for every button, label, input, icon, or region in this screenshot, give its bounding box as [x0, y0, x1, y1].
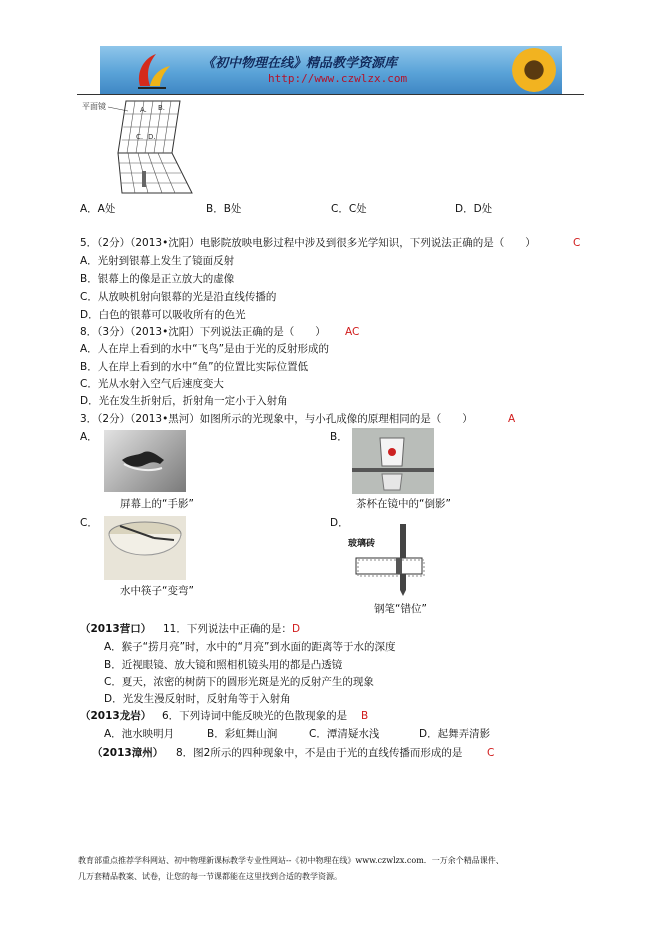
footer-line-1: 教育部重点推荐学科网站、初中物理新课标教学专业性网站--《初中物理在线》www.czwlzx.com．一万余个精品课件、 — [78, 856, 504, 865]
q8-answer: AC — [345, 326, 360, 338]
pen-glass-figure — [346, 520, 428, 598]
site-logo — [130, 50, 174, 90]
prev-option-c: C．C处 — [331, 203, 367, 215]
q3-option-b-letter: B． — [330, 431, 348, 443]
hand-shadow-image — [104, 430, 186, 492]
q3-stem: 3．（2分）（2013•黑河）如图所示的光现象中，与小孔成像的原理相同的是（ ） — [80, 413, 473, 425]
q5-option-a: A．光射到银幕上发生了镜面反射 — [80, 255, 235, 267]
svg-text:B.: B. — [158, 104, 166, 112]
q3-caption-d: 钢笔“错位” — [374, 603, 427, 615]
glass-label: 玻璃砖 — [348, 539, 376, 549]
q11-option-c: C．夏天，浓密的树荫下的圆形光斑是光的反射产生的现象 — [104, 676, 374, 688]
mirror-grid-figure — [78, 97, 198, 195]
q11-source: （2013营口） — [80, 623, 152, 635]
banner-url[interactable]: http://www.czwlzx.com — [268, 72, 408, 85]
q5-answer: C — [573, 237, 581, 249]
q8b-stem: 8．图2所示的四种现象中，不是由于光的直线传播而形成的是 — [176, 747, 463, 759]
svg-text:A.: A. — [140, 106, 147, 114]
q11-option-a: A．猴子“捞月亮”时，水中的“月亮”到水面的距离等于水的深度 — [104, 641, 396, 653]
svg-text:D.: D. — [148, 133, 156, 141]
q11-answer: D — [292, 623, 301, 635]
q5-option-b: B．银幕上的像是正立放大的虚像 — [80, 273, 235, 285]
header-divider — [77, 94, 584, 95]
q3-answer: A — [508, 413, 516, 425]
q3-caption-b: 茶杯在镜中的“倒影” — [356, 498, 451, 510]
q8b-answer: C — [487, 747, 495, 759]
prev-option-b: B．B处 — [206, 203, 242, 215]
q6-stem: 6．下列诗词中能反映光的色散现象的是 — [162, 710, 348, 722]
footer-line-2: 几万套精品教案、试卷，让您的每一节课都能在这里找到合适的教学资源。 — [78, 872, 342, 881]
q6-option-a: A．池水映明月 — [104, 728, 175, 740]
sunflower-icon — [512, 48, 556, 92]
svg-text:C.: C. — [136, 133, 144, 141]
q6-option-c: C．潭清疑水浅 — [309, 728, 380, 740]
q11-option-d: D．光发生漫反射时，反射角等于入射角 — [104, 693, 291, 705]
q6-source: （2013龙岩） — [80, 710, 152, 722]
q6-option-b: B．彩虹舞山涧 — [207, 728, 278, 740]
mirror-label: 平面镜 — [82, 102, 106, 111]
q8-option-b: B．人在岸上看到的水中“鱼”的位置比实际位置低 — [80, 361, 309, 373]
q3-option-a-letter: A． — [80, 431, 98, 443]
page-footer — [78, 853, 588, 885]
chopstick-bowl-image — [104, 516, 186, 580]
q6-option-d: D．起舞弄清影 — [419, 728, 491, 740]
teacup-reflection-image — [352, 428, 434, 494]
q11-stem: 11．下列说法中正确的是： — [163, 623, 292, 635]
banner-title: 《初中物理在线》精品教学资源库 — [202, 56, 398, 71]
q3-caption-a: 屏幕上的“手影” — [120, 498, 194, 510]
q8b-source: （2013漳州） — [92, 747, 164, 759]
q8-option-d: D．光在发生折射后，折射角一定小于入射角 — [80, 395, 288, 407]
q8-option-c: C．光从水射入空气后速度变大 — [80, 378, 224, 390]
prev-option-d: D．D处 — [455, 203, 493, 215]
header-banner — [100, 46, 562, 94]
prev-option-a: A．A处 — [80, 203, 116, 215]
q5-stem: 5．（2分）（2013•沈阳）电影院放映电影过程中涉及到很多光学知识，下列说法正确的是（ ） — [80, 237, 536, 249]
q5-option-d: D．白色的银幕可以吸收所有的色光 — [80, 309, 246, 321]
q8-option-a: A．人在岸上看到的水中“飞鸟”是由于光的反射形成的 — [80, 343, 330, 355]
q8-stem: 8．（3分）（2013•沈阳）下列说法正确的是（ ） — [80, 326, 326, 338]
q3-caption-c: 水中筷子“变弯” — [120, 585, 194, 597]
q3-option-d-letter: D． — [330, 517, 349, 529]
q3-option-c-letter: C． — [80, 517, 98, 529]
q6-answer: B — [361, 710, 369, 722]
q11-option-b: B．近视眼镜、放大镜和照相机镜头用的都是凸透镜 — [104, 659, 343, 671]
q5-option-c: C．从放映机射向银幕的光是沿直线传播的 — [80, 291, 277, 303]
